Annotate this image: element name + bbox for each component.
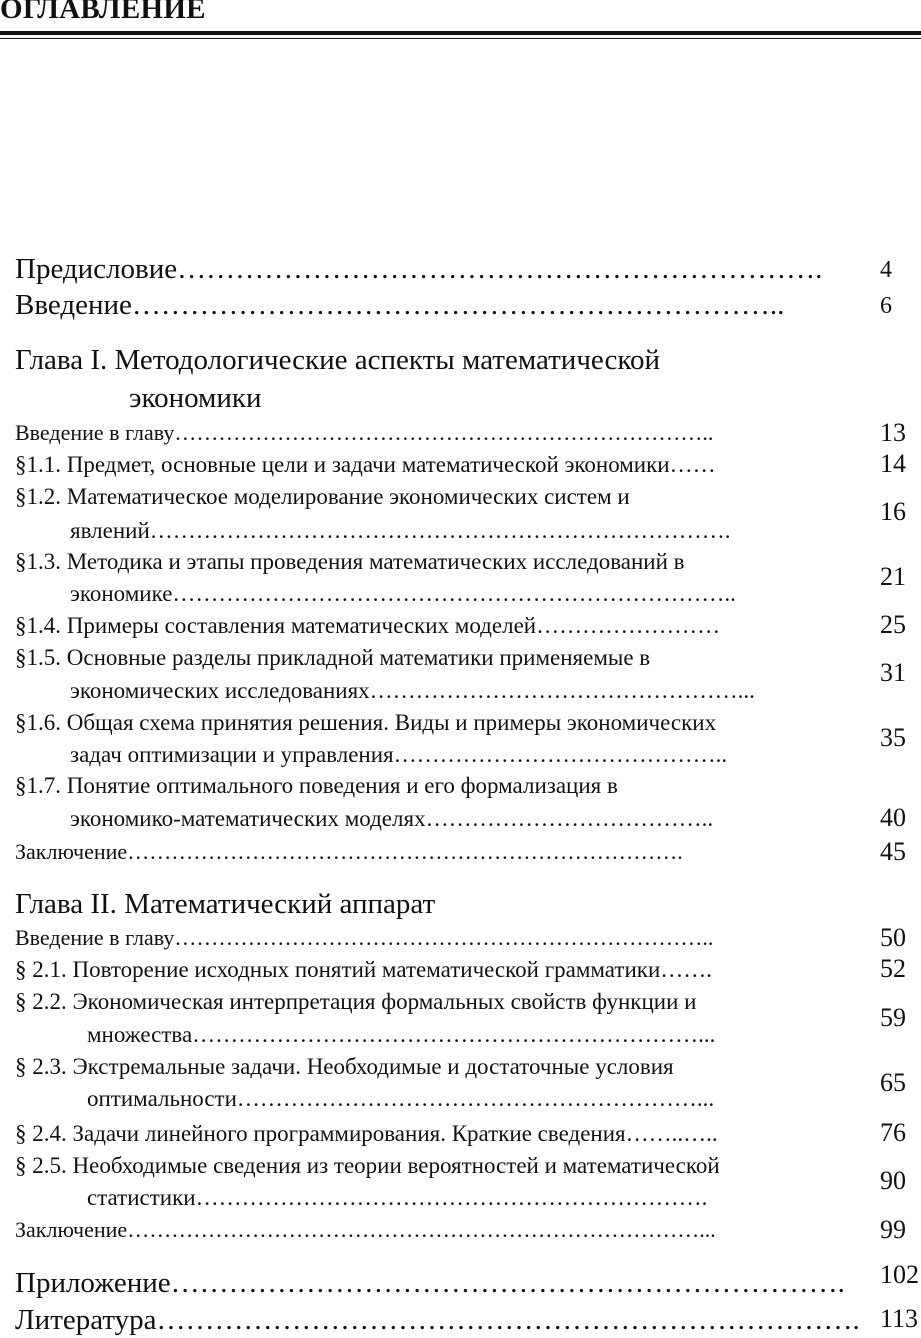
toc-page-number: 45: [880, 837, 906, 866]
toc-entry[interactable]: [15, 646, 878, 669]
toc-entry-cont[interactable]: [70, 679, 878, 702]
toc-page-number: 16: [880, 497, 906, 526]
toc-page-number: 14: [880, 449, 906, 478]
toc-page-number: 31: [880, 658, 906, 687]
toc-entry-text: Введение…………………………………………………………..: [15, 289, 785, 321]
toc-entry[interactable]: [15, 550, 878, 573]
toc-page-number: 35: [880, 723, 906, 752]
toc-entry-text: явлений………………………………………………………………….: [70, 518, 731, 543]
toc-entry[interactable]: [15, 990, 878, 1013]
toc-entry-introduction[interactable]: [15, 291, 878, 320]
toc-entry-text: §1.7. Понятие оптимального поведения и его формализация в: [15, 773, 618, 798]
toc-page-number: 113: [880, 1304, 919, 1333]
toc-entry-text: Заключение………………………………………………………………….: [15, 839, 683, 864]
toc-page-number: 76: [880, 1118, 906, 1147]
toc-entry-text: Литература……………………………………………………………….: [15, 1304, 860, 1336]
toc-entry-text: Приложение…………………………………………………………….: [15, 1267, 845, 1299]
toc-page-number: 65: [880, 1068, 906, 1097]
toc-entry-cont[interactable]: [70, 582, 878, 605]
toc-page-number: 6: [880, 293, 892, 319]
toc-entry-cont[interactable]: [70, 519, 878, 542]
toc-page-number: 50: [880, 923, 906, 952]
chapter-1-heading-cont: экономики: [129, 382, 262, 414]
toc-entry-text: экономико-математических моделях………………………………..: [70, 806, 714, 831]
toc-entry-text: §1.1. Предмет, основные цели и задачи математической экономики……: [15, 452, 716, 477]
toc-entry[interactable]: [15, 614, 878, 637]
toc-entry[interactable]: [15, 1154, 878, 1177]
toc-entry[interactable]: [15, 841, 878, 863]
toc-page-number: 13: [880, 418, 906, 447]
toc-page-number: 90: [880, 1166, 906, 1195]
toc-entry-text: Введение в главу………………………………………………………………..: [15, 925, 714, 950]
toc-page-number: 25: [880, 610, 906, 639]
toc-entry[interactable]: [15, 958, 878, 981]
toc-page-number: 59: [880, 1003, 906, 1032]
toc-page-number: 52: [880, 954, 906, 983]
toc-entry-text: §1.3. Методика и этапы проведения математических исследований в: [15, 549, 685, 574]
toc-entry-text: Заключение……………………………………………………………………...: [15, 1217, 716, 1242]
toc-entry-text: статистики………………………………………………………….: [87, 1185, 708, 1210]
toc-page-number: 21: [880, 562, 906, 591]
toc-entry-cont[interactable]: [70, 743, 878, 766]
toc-page-number: 4: [880, 257, 892, 283]
toc-entry-cont[interactable]: [87, 1087, 878, 1110]
toc-entry-text: Предисловие………………………………………………………….: [15, 253, 823, 285]
toc-entry[interactable]: [15, 453, 878, 476]
toc-page-number: 102: [880, 1260, 919, 1289]
toc-entry[interactable]: [15, 1122, 878, 1145]
toc-entry-text: §1.6. Общая схема принятия решения. Виды и примеры экономических: [15, 710, 717, 735]
toc-entry-text: задач оптимизации и управления……………………………………..: [70, 742, 728, 767]
toc-entry-appendix[interactable]: [15, 1269, 878, 1298]
toc-entry-text: §1.5. Основные разделы прикладной математики применяемые в: [15, 645, 651, 670]
toc-entry-cont[interactable]: [87, 1023, 878, 1046]
toc-entry-text: § 2.3. Экстремальные задачи. Необходимые и достаточные условия: [15, 1054, 674, 1079]
toc-entry-text: § 2.2. Экономическая интерпретация формальных свойств функции и: [15, 989, 697, 1014]
toc-entry[interactable]: [15, 1219, 878, 1241]
toc-entry[interactable]: [15, 711, 878, 734]
toc-entry-text: § 2.4. Задачи линейного программирования. Краткие сведения……..…..: [15, 1121, 718, 1146]
toc-entry-text: §1.2. Математическое моделирование экономических систем и: [15, 484, 630, 509]
toc-entry-text: § 2.5. Необходимые сведения из теории вероятностей и математической: [15, 1153, 720, 1178]
toc-entry-text: Введение в главу………………………………………………………………..: [15, 420, 714, 445]
page-title: ОГЛАВЛЕНИЕ: [0, 0, 206, 25]
toc-entry-text: множества…………………………………………………………...: [87, 1022, 716, 1047]
toc-entry[interactable]: [15, 422, 878, 444]
chapter-2-heading: Глава II. Математический аппарат: [15, 888, 436, 920]
toc-entry-preface[interactable]: [15, 255, 878, 284]
toc-entry[interactable]: [15, 485, 878, 508]
toc-entry-text: §1.4. Примеры составления математических моделей……………………: [15, 613, 721, 638]
toc-entry-text: § 2.1. Повторение исходных понятий математической грамматики…….: [15, 957, 712, 982]
toc-entry-cont[interactable]: [70, 807, 878, 830]
chapter-1-heading: Глава I. Методологические аспекты математической: [15, 344, 661, 376]
toc-entry-text: экономике………………………………………………………………..: [70, 581, 736, 606]
toc-page-number: 40: [880, 803, 906, 832]
toc-entry-references[interactable]: [15, 1306, 878, 1335]
toc-entry-text: оптимальности……………………………………………………...: [87, 1086, 715, 1111]
toc-entry-text: экономических исследованиях…………………………………………...: [70, 678, 755, 703]
toc-entry[interactable]: [15, 927, 878, 949]
toc-page-number: 99: [880, 1215, 906, 1244]
toc-entry[interactable]: [15, 774, 878, 797]
toc-entry[interactable]: [15, 1055, 878, 1078]
toc-entry-cont[interactable]: [87, 1186, 878, 1209]
